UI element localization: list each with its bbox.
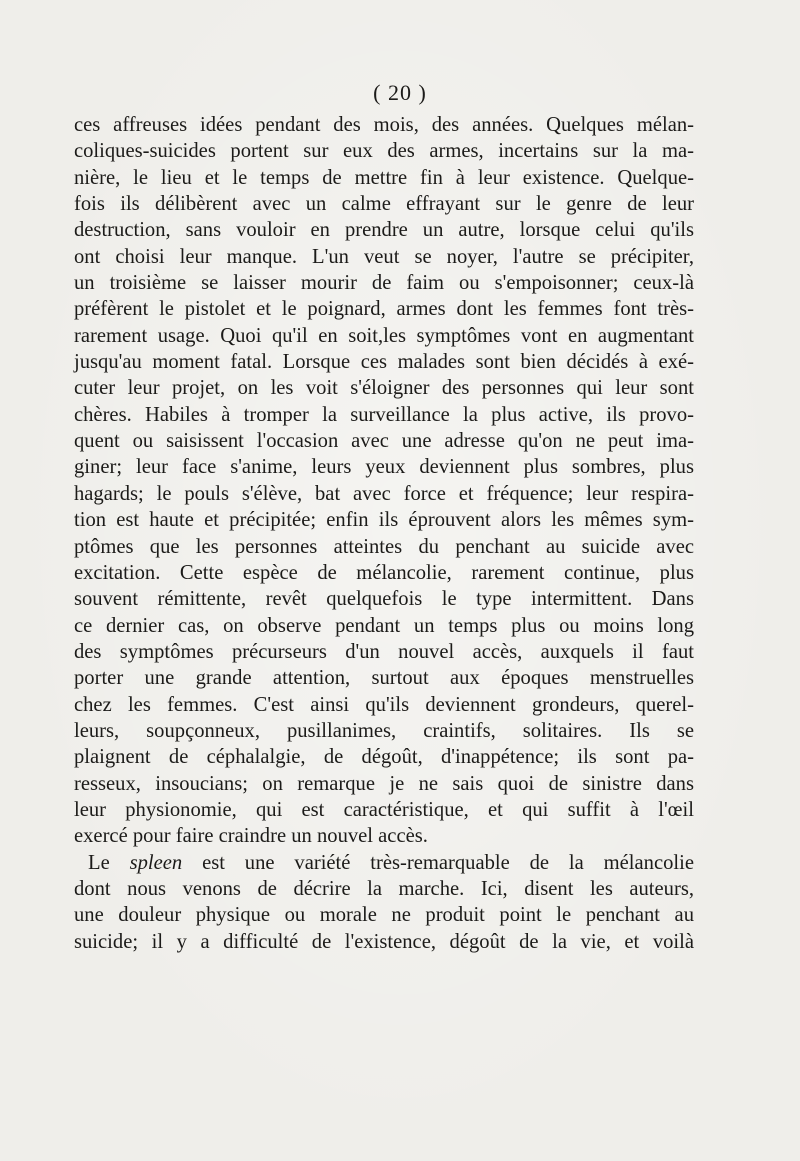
text-line: jusqu'au moment fatal. Lorsque ces malades sont bien décidés à exé- — [74, 351, 694, 374]
text-line: giner; leur face s'anime, leurs yeux deviennent plus sombres, plus — [74, 456, 694, 479]
text-line-rest: est une variété très-remarquable de la mélancolie — [202, 851, 694, 874]
text-line: suicide; il y a difficulté de l'existence, dégoût de la vie, et voilà — [74, 930, 694, 953]
text-line: des symptômes précurseurs d'un nouvel accès, auxquels il faut — [74, 640, 694, 663]
text-line: leur physionomie, qui est caractéristique, et qui suffit à l'œil — [74, 798, 694, 821]
paragraph-2 — [74, 850, 694, 955]
text-line: souvent rémittente, revêt quelquefois le type intermittent. Dans — [74, 588, 694, 611]
text-line: plaignent de céphalalgie, de dégoût, d'inappétence; ils sont pa- — [74, 746, 694, 769]
text-line: cuter leur projet, on les voit s'éloigner des personnes qui leur sont — [74, 377, 694, 400]
text-line: coliques-suicides portent sur eux des armes, incertains sur la ma- — [74, 140, 694, 163]
text-line: hagards; le pouls s'élève, bat avec force et fréquence; leur respira- — [74, 482, 694, 505]
text-line: nière, le lieu et le temps de mettre fin à leur existence. Quelque- — [74, 166, 694, 189]
text-line-lead — [74, 850, 694, 876]
text-line: rarement usage. Quoi qu'il en soit,les symptômes vont en augmentant — [74, 324, 694, 347]
text-line: excitation. Cette espèce de mélancolie, rarement continue, plus — [74, 561, 694, 584]
paragraph-1 — [74, 112, 694, 850]
text-line: préfèrent le pistolet et le poignard, armes dont les femmes font très- — [74, 298, 694, 321]
text-line: dont nous venons de décrire la marche. Ici, disent les auteurs, — [74, 877, 694, 900]
text-line: ce dernier cas, on observe pendant un temps plus ou moins long — [74, 614, 694, 637]
italic-term: spleen — [129, 851, 183, 874]
text-line: resseux, insoucians; on remarque je ne sais quoi de sinistre dans — [74, 772, 694, 795]
page-number: ( 20 ) — [373, 80, 427, 105]
text-line: chez les femmes. C'est ainsi qu'ils deviennent grondeurs, querel- — [74, 693, 694, 716]
body-text — [74, 112, 694, 955]
text-line: fois ils délibèrent avec un calme effrayant sur le genre de leur — [74, 193, 694, 216]
text-line: ont choisi leur manque. L'un veut se noyer, l'autre se précipiter, — [74, 245, 694, 268]
text-line: un troisième se laisser mourir de faim ou s'empoisonner; ceux-là — [74, 272, 694, 295]
text-line: leurs, soupçonneux, pusillanimes, craintifs, solitaires. Ils se — [74, 719, 694, 742]
text-line: porter une grande attention, surtout aux époques menstruelles — [74, 667, 694, 690]
text-line: une douleur physique ou morale ne produit point le penchant au — [74, 904, 694, 927]
text-line: chères. Habiles à tromper la surveillance la plus active, ils provo- — [74, 403, 694, 426]
text-line: destruction, sans vouloir en prendre un autre, lorsque celui qu'ils — [74, 219, 694, 242]
text-line: tion est haute et précipitée; enfin ils éprouvent alors les mêmes sym- — [74, 509, 694, 532]
text-line: exercé pour faire craindre un nouvel accès. — [74, 825, 428, 848]
text-line: ptômes que les personnes atteintes du penchant au suicide avec — [74, 535, 694, 558]
lead-words: Le — [88, 851, 110, 874]
text-line: quent ou saisissent l'occasion avec une adresse qu'on ne peut ima- — [74, 430, 694, 453]
text-line: ces affreuses idées pendant des mois, des années. Quelques mélan- — [74, 114, 694, 136]
